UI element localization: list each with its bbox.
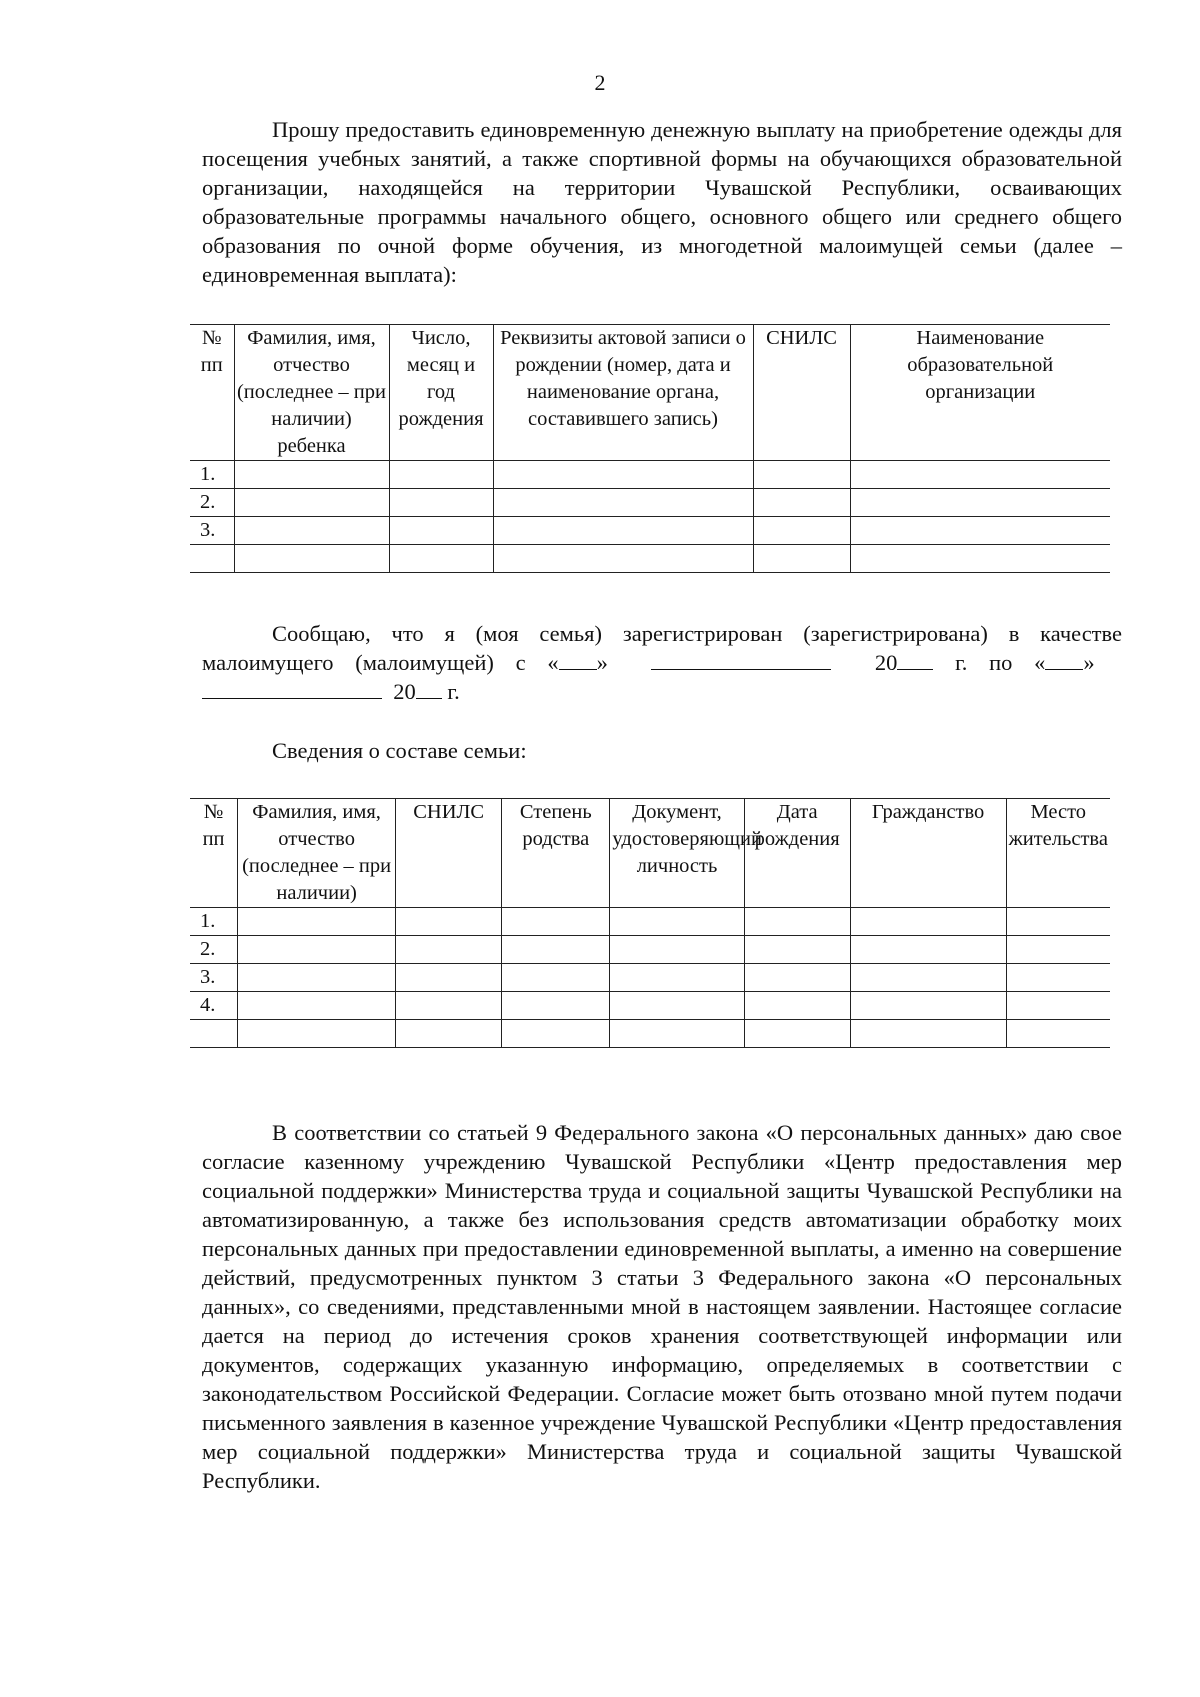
column-header: СНИЛС xyxy=(396,799,502,908)
year-suffix-by: г. по « xyxy=(955,650,1046,675)
table-header-row xyxy=(190,325,1110,461)
table-row xyxy=(190,1020,1110,1048)
table-cell[interactable] xyxy=(850,908,1006,936)
table-cell[interactable] xyxy=(744,908,850,936)
row-number: 4. xyxy=(190,992,238,1020)
row-number: 3. xyxy=(190,964,238,992)
table-cell[interactable] xyxy=(850,936,1006,964)
table-cell[interactable] xyxy=(502,1020,610,1048)
registration-paragraph xyxy=(202,619,1122,706)
table-row xyxy=(190,992,1110,1020)
table-row xyxy=(190,545,1110,573)
table-cell[interactable] xyxy=(1006,908,1110,936)
column-header: № пп xyxy=(190,325,234,461)
table-row xyxy=(190,936,1110,964)
table-cell[interactable] xyxy=(610,964,744,992)
month-field[interactable] xyxy=(651,651,831,670)
table-cell[interactable] xyxy=(493,461,753,489)
year-field-to[interactable] xyxy=(416,680,442,699)
table-cell[interactable] xyxy=(753,461,850,489)
registration-text: Сообщаю, что я (моя семья) зарегистрирован (зарегистрирована) в качестве малоимущего (малоимущей) с « xyxy=(202,621,1122,675)
table-header-row xyxy=(190,799,1110,908)
table-row xyxy=(190,908,1110,936)
table-cell[interactable] xyxy=(610,908,744,936)
row-number xyxy=(190,545,234,573)
table-cell[interactable] xyxy=(396,964,502,992)
table-row xyxy=(190,461,1110,489)
table-cell[interactable] xyxy=(610,1020,744,1048)
table-cell[interactable] xyxy=(493,545,753,573)
row-number: 3. xyxy=(190,517,234,545)
month-field-to[interactable] xyxy=(202,680,382,699)
table-cell[interactable] xyxy=(493,489,753,517)
table-cell[interactable] xyxy=(850,517,1110,545)
table-cell[interactable] xyxy=(493,517,753,545)
column-header: Дата рождения xyxy=(744,799,850,908)
table-cell[interactable] xyxy=(850,545,1110,573)
column-header: Документ, удостоверяющий личность xyxy=(610,799,744,908)
consent-paragraph: В соответствии со статьей 9 Федерального закона «О персональных данных» даю свое согласие казенному учреждению Чувашской Республики «Центр предоставления мер социальной поддержки» Министерства труда и социальной защиты Чувашской Республики на автоматизированную, а также без использования средств автоматизации обработку моих персональных данных при предоставлении единовременной выплаты, а именно на совершение действий, предусмотренных пунктом 3 статьи 3 Федерального закона «О персональных данных», со сведениями, представленными мной в настоящем заявлении. Настоящее согласие дается на период до истечения сроков хранения соответствующей информации или документов, содержащих указанную информацию, определяемых в соответствии с законодательством Российской Федерации. Согласие может быть отозвано мной путем подачи письменного заявления в казенное учреждение Чувашской Республики «Центр предоставления мер социальной поддержки» Министерства труда и социальной защиты Чувашской Республики. xyxy=(202,1120,1122,1493)
quote-close-to: » xyxy=(1083,650,1095,675)
table-cell[interactable] xyxy=(1006,936,1110,964)
row-number: 1. xyxy=(190,908,238,936)
row-number: 2. xyxy=(190,936,238,964)
request-paragraph: Прошу предоставить единовременную денежную выплату на приобретение одежды для посещения учебных занятий, а также спортивной формы на обучающихся образовательной организации, находящейся на территории Чувашской Республики, осваивающих образовательные программы начального общего, основного общего или среднего общего образования по очной форме обучения, из многодетной малоимущей семьи (далее – единовременная выплата): xyxy=(202,117,1122,287)
table-cell[interactable] xyxy=(238,936,396,964)
table-row xyxy=(190,489,1110,517)
year-prefix-to: 20 xyxy=(393,679,416,704)
table-cell[interactable] xyxy=(753,545,850,573)
year-prefix: 20 xyxy=(874,650,898,675)
column-header: Место жительства xyxy=(1006,799,1110,908)
table-cell[interactable] xyxy=(850,1020,1006,1048)
table-cell[interactable] xyxy=(234,545,389,573)
column-header: № пп xyxy=(190,799,238,908)
table-cell[interactable] xyxy=(234,461,389,489)
table-row xyxy=(190,517,1110,545)
table-cell[interactable] xyxy=(396,908,502,936)
table-cell[interactable] xyxy=(753,489,850,517)
day-field[interactable] xyxy=(559,651,597,670)
table-cell[interactable] xyxy=(389,489,493,517)
table-cell[interactable] xyxy=(744,1020,850,1048)
column-header: Число, месяц и год рождения xyxy=(389,325,493,461)
table-cell[interactable] xyxy=(502,964,610,992)
column-header: Реквизиты актовой записи о рождении (номер, дата и наименование органа, составившего запись) xyxy=(493,325,753,461)
table-cell[interactable] xyxy=(234,489,389,517)
column-header: Фамилия, имя, отчество (последнее – при наличии) xyxy=(238,799,396,908)
family-heading: Сведения о составе семьи: xyxy=(272,738,527,763)
table-cell[interactable] xyxy=(850,461,1110,489)
quote-close: » xyxy=(596,650,608,675)
column-header: Наименование образовательной организации xyxy=(850,325,1110,461)
table-cell[interactable] xyxy=(396,1020,502,1048)
row-number: 2. xyxy=(190,489,234,517)
column-header: Гражданство xyxy=(850,799,1006,908)
table-cell[interactable] xyxy=(1006,1020,1110,1048)
table-cell[interactable] xyxy=(396,992,502,1020)
table-cell[interactable] xyxy=(1006,964,1110,992)
table-cell[interactable] xyxy=(744,936,850,964)
page-number: 2 xyxy=(594,70,606,95)
table-cell[interactable] xyxy=(744,964,850,992)
table-cell[interactable] xyxy=(850,489,1110,517)
table-cell[interactable] xyxy=(238,908,396,936)
table-cell[interactable] xyxy=(234,517,389,545)
table-cell[interactable] xyxy=(396,936,502,964)
table-cell[interactable] xyxy=(850,992,1006,1020)
day-field-to[interactable] xyxy=(1045,651,1083,670)
table-cell[interactable] xyxy=(238,1020,396,1048)
table-cell[interactable] xyxy=(502,908,610,936)
table-cell[interactable] xyxy=(744,992,850,1020)
table-cell[interactable] xyxy=(753,517,850,545)
table-cell[interactable] xyxy=(610,992,744,1020)
table-cell[interactable] xyxy=(1006,992,1110,1020)
table-cell[interactable] xyxy=(389,545,493,573)
table-cell[interactable] xyxy=(389,517,493,545)
year-field[interactable] xyxy=(897,651,933,670)
table-cell[interactable] xyxy=(389,461,493,489)
row-number xyxy=(190,1020,238,1048)
family-table xyxy=(190,798,1110,1048)
column-header: СНИЛС xyxy=(753,325,850,461)
table-cell[interactable] xyxy=(850,964,1006,992)
table-cell[interactable] xyxy=(238,964,396,992)
table-row xyxy=(190,964,1110,992)
year-suffix-to: г. xyxy=(447,679,460,704)
table-cell[interactable] xyxy=(610,936,744,964)
row-number: 1. xyxy=(190,461,234,489)
children-table xyxy=(190,324,1110,573)
table-cell[interactable] xyxy=(502,992,610,1020)
table-cell[interactable] xyxy=(502,936,610,964)
column-header: Степень родства xyxy=(502,799,610,908)
column-header: Фамилия, имя, отчество (последнее – при наличии) ребенка xyxy=(234,325,389,461)
table-cell[interactable] xyxy=(238,992,396,1020)
